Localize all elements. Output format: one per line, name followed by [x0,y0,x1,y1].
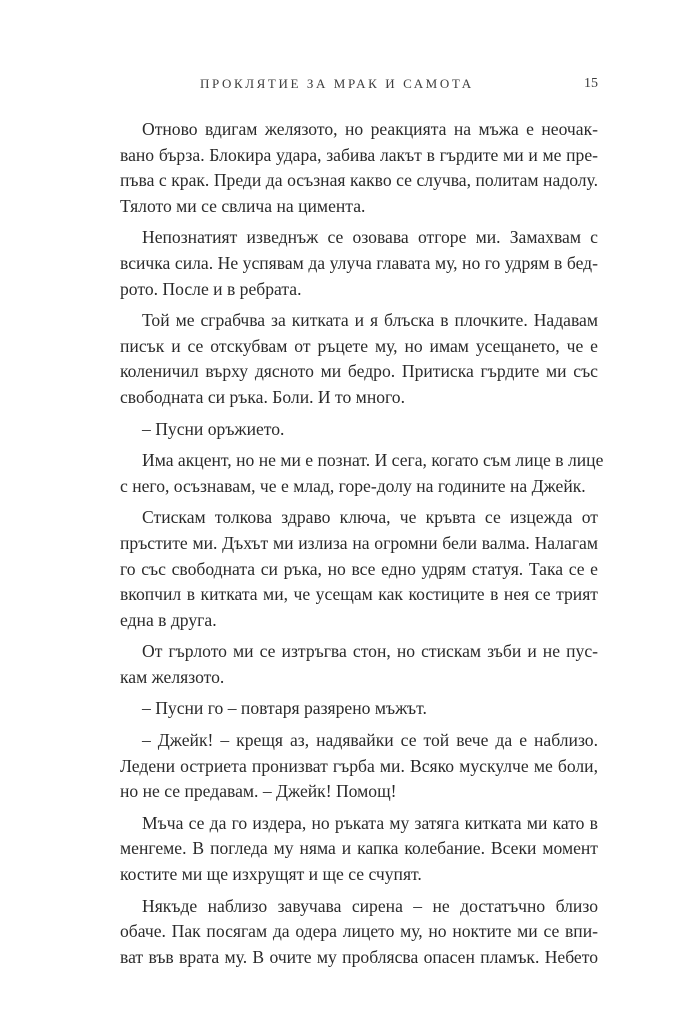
running-title: ПРОКЛЯТИЕ ЗА МРАК И САМОТА [200,76,474,91]
text-line: коленичил върху дясното ми бедро. Притиска гърдите ми със [120,361,598,382]
page-number: 15 [584,76,598,91]
text-line: писък и се отскубвам от ръцете му, но имам усещането, че е [120,335,598,356]
text-line: всичка сила. Не успявам да улуча главата му, но го удрям в бед- [120,252,598,273]
text-line: Непознатият изведнъж се озовава отгоре ми. Замахвам с [142,227,598,248]
text-line: с него, осъзнавам, че е млад, горе-долу на годините на Джейк. [120,475,586,496]
text-line: менгеме. В погледа му няма и капка колебание. Всеки момент [120,838,598,859]
text-line: но не се предавам. – Джейк! Помощ! [120,781,397,802]
text-line: Ледени остриета пронизват гърба ми. Всяко мускулче ме боли, [120,755,598,776]
text-line: вано бърза. Блокира удара, забива лакът в гърдите ми и ме пре- [120,144,598,165]
text-line: – Пусни го – повтаря разярено мъжът. [142,698,427,719]
text-line: Някъде наблизо завучава сирена – не достатъчно близо [142,895,598,916]
running-header [120,76,598,96]
text-line: пъва с крак. Преди да осъзная какво се случва, политам надолу. [120,170,598,191]
text-line: свободната си ръка. Боли. И то много. [120,386,406,407]
text-line: Мъча се да го издера, но ръката му затяга китката ми като в [142,812,598,833]
text-line: – Джейк! – крещя аз, надявайки се той вече да е наблизо. [142,730,598,751]
text-line: една в друга. [120,609,217,630]
text-line: Той ме сграбчва за китката и я блъска в плочките. Надавам [142,310,598,331]
text-line: От гърлото ми се изтръгва стон, но стискам зъби и не пус- [142,641,598,662]
text-line: Отново вдигам желязото, но реакцията на мъжа е неочак- [142,119,598,139]
text-line: го със свободната си ръка, но все едно удрям статуя. Така се е [120,558,598,579]
text-line: рото. После и в ребрата. [120,278,302,299]
text-line: ват във врата му. В очите му проблясва опасен пламък. Небето [120,946,598,967]
text-line: – Пусни оръжието. [142,418,285,439]
body-text [120,117,604,970]
text-line: вкопчил в китката ми, че усещам как костиците в нея се трият [120,584,598,605]
text-line: кам желязото. [120,666,225,687]
text-line: Има акцент, но не ми е познат. И сега, когато съм лице в лице [142,450,604,471]
text-line: обаче. Пак посягам да одера лицето му, но ноктите ми се впи- [120,921,598,942]
text-line: Тялото ми се свлича на цимента. [120,195,366,216]
text-line: Стискам толкова здраво ключа, че кръвта се изцежда от [142,507,598,528]
text-line: пръстите ми. Дъхът ми излиза на огромни бели валма. Налагам [120,532,598,553]
text-line: костите ми ще изхрущят и ще се счупят. [120,864,422,885]
